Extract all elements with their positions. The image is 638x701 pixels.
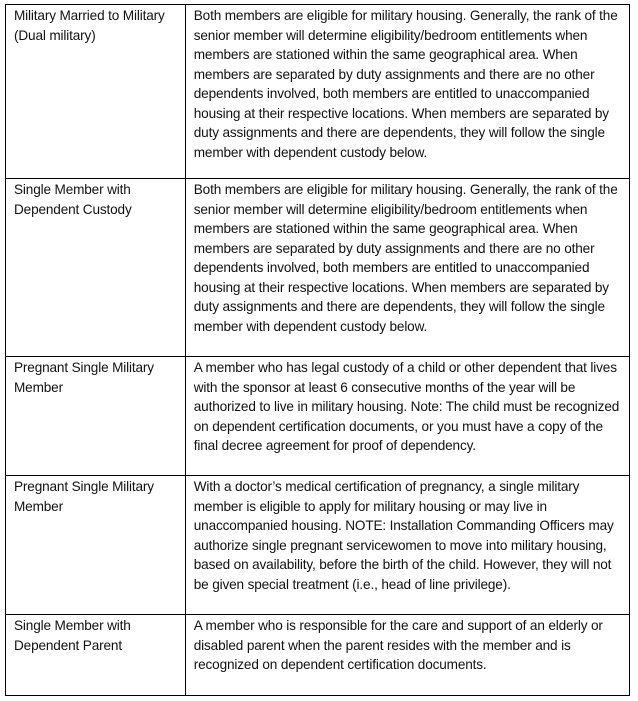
- category-cell: Pregnant Single Military Member: [6, 357, 186, 476]
- category-cell: Single Member with Dependent Custody: [6, 179, 186, 357]
- table-row: [6, 179, 630, 357]
- table-row: [6, 357, 630, 476]
- description-cell: A member who is responsible for the care and support of an elderly or disabled parent when the parent resides with the member and is recognized on dependent certification documents.: [185, 615, 629, 696]
- description-cell: Both members are eligible for military housing. Generally, the rank of the senior member will determine eligibility/bedroom entitlements when members are stationed within the same geographical area. When members are separated by duty assignments and there are no other dependents involved, both members are entitled to unaccompanied housing at their respective locations. When members are separated by duty assignments and there are dependents, they will follow the single member with dependent custody below.: [185, 179, 629, 357]
- table-row: [6, 476, 630, 615]
- category-cell: Military Married to Military (Dual military): [6, 5, 186, 179]
- description-cell: A member who has legal custody of a child or other dependent that lives with the sponsor at least 6 consecutive months of the year will be authorized to live in military housing. Note: The child must be recognized on dependent certification documents, or you must have a copy of the final decree agreement for proof of dependency.: [185, 357, 629, 476]
- housing-eligibility-table: [5, 4, 630, 696]
- category-cell: Single Member with Dependent Parent: [6, 615, 186, 696]
- description-cell: Both members are eligible for military housing. Generally, the rank of the senior member will determine eligibility/bedroom entitlements when members are stationed within the same geographical area. When members are separated by duty assignments and there are no other dependents involved, both members are entitled to unaccompanied housing at their respective locations. When members are separated by duty assignments and there are dependents, they will follow the single member with dependent custody below.: [185, 5, 629, 179]
- category-cell: Pregnant Single Military Member: [6, 476, 186, 615]
- table-row: [6, 5, 630, 179]
- description-cell: With a doctor’s medical certification of pregnancy, a single military member is eligible to apply for military housing or may live in unaccompanied housing. NOTE: Installation Commanding Officers may authorize single pregnant servicewomen to move into military housing, based on availability, before the birth of the child. However, they will not be given special treatment (i.e., head of line privilege).: [185, 476, 629, 615]
- table-row: [6, 615, 630, 696]
